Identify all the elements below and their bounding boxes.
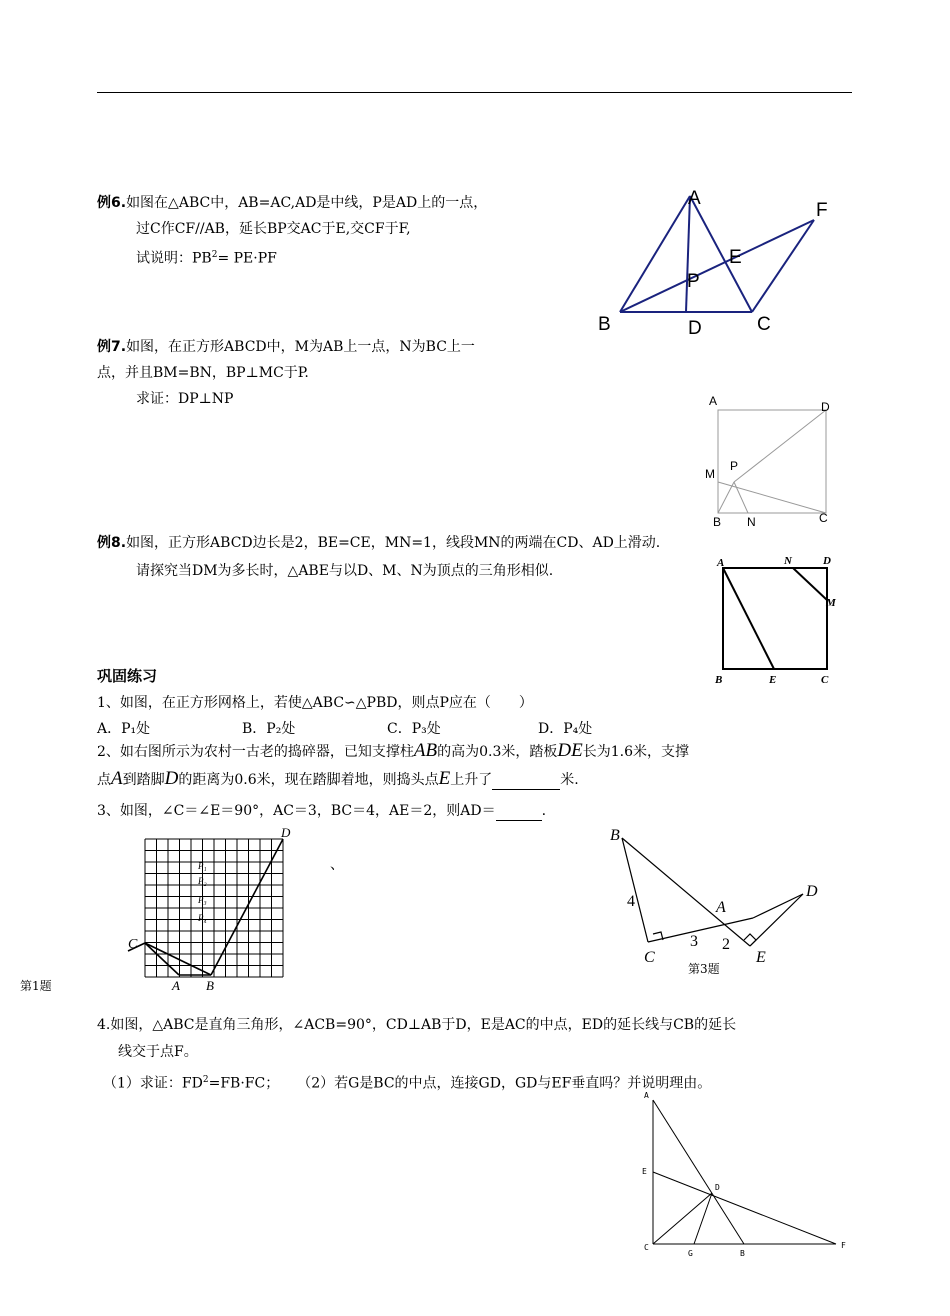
q2-answer-blank[interactable] (492, 771, 560, 790)
practice-title: 巩固练习 (97, 667, 158, 685)
ex6-label-P: P (687, 271, 700, 292)
ex6-label-C: C (757, 314, 771, 335)
ex7-line3: 求证：DP⊥NP (136, 391, 234, 407)
ex6-label-A: A (688, 188, 701, 209)
ex7-label-N: N (747, 515, 756, 529)
ex8-label-A: A (717, 557, 725, 569)
ex6-label-F: F (816, 200, 828, 221)
ex6-label-B: B (598, 314, 611, 335)
ex6-text3b: = PE·PF (217, 250, 277, 267)
ex6-text1: 如图在△ABC中，AB=AC,AD是中线，P是AD上的一点， (126, 195, 488, 211)
q4-part1a: （1）求证：FD (103, 1075, 203, 1092)
q2-text-g: 上升了 (450, 772, 493, 788)
ex6-line3 (136, 246, 277, 268)
q4-label-G: G (688, 1249, 693, 1258)
ex8-label-B: B (715, 674, 723, 686)
q1-label-P2: P₂ (198, 876, 207, 886)
q3-label-C: C (644, 949, 655, 966)
q1-label-C: C (128, 937, 138, 952)
ex8-label-M: M (826, 597, 836, 609)
ex8-label-D: D (823, 555, 831, 567)
stray-comma-mark: 、 (330, 857, 344, 873)
q2-text-e: 到踏脚 (122, 772, 165, 788)
q1-grid-figure (118, 826, 298, 996)
q2-D: D (164, 768, 179, 789)
ex8-label-E: E (769, 674, 777, 686)
top-rule (97, 92, 852, 93)
q2-text-a: 2、如右图所示为农村一古老的捣碎器，已知支撑柱 (97, 744, 414, 760)
fig1-caption: 第1题 (20, 979, 52, 993)
q2-line1 (97, 742, 689, 761)
ex7-label-C: C (819, 511, 828, 525)
q3-label-A: A (716, 899, 726, 916)
ex8-label-C: C (821, 674, 829, 686)
q4-sup: 2 (202, 1075, 209, 1085)
q1-label-P3: P₃ (198, 895, 207, 905)
q2-text-f: 的距离为0.6米，现在踏脚着地，则捣头点 (178, 772, 439, 788)
q4-figure (636, 1088, 850, 1266)
ex6-label-E: E (729, 247, 742, 268)
ex8-line1 (97, 534, 660, 552)
q1-label-P4: P₄ (198, 913, 207, 923)
ex7-line2: 点，并且BM=BN，BP⊥MC于P. (97, 365, 309, 381)
ex7-figure (700, 388, 840, 533)
ex6-figure (590, 180, 840, 340)
ex8-text1: 如图，正方形ABCD边长是2，BE=CE，MN=1，线段MN的两端在CD、AD上滑动. (126, 535, 661, 551)
q3-label-B: B (610, 827, 620, 844)
ex7-label-M: M (705, 467, 715, 481)
q3-label-4: 4 (627, 893, 635, 910)
q4-label-B: B (740, 1249, 745, 1258)
ex6-label: 例6. (97, 195, 127, 211)
ex8-label-N: N (784, 555, 792, 567)
q1-label-B: B (206, 978, 214, 993)
q4-label-C: C (644, 1243, 649, 1252)
q3-label-3: 3 (690, 933, 698, 950)
ex8-line2: 请探究当DM为多长时，△ABE与以D、M、N为顶点的三角形相似. (136, 563, 554, 579)
q2-line2 (97, 770, 579, 790)
ex6-text3a: 试说明：PB (136, 250, 212, 267)
ex7-label-A: A (709, 394, 718, 408)
q1-option-d: D．P₄处 (538, 721, 593, 737)
q1-option-b: B．P₂处 (242, 721, 296, 737)
ex7-text1: 如图，在正方形ABCD中，M为AB上一点，N为BC上一 (126, 339, 475, 355)
ex6-sup: 2 (211, 250, 218, 260)
q4-part1b: =FB·FC； (208, 1075, 280, 1092)
q4-parts (103, 1071, 711, 1093)
q2-DE: DE (557, 740, 583, 761)
q2-text-h: 米. (560, 772, 579, 788)
q3-label-2: 2 (722, 936, 730, 953)
q2-text-c: 长为1.6米，支撑 (582, 744, 689, 760)
q2-text-d: 点 (97, 772, 111, 788)
ex7-line1 (97, 338, 475, 356)
ex6-line1 (97, 194, 487, 212)
q3-label-E: E (756, 949, 766, 966)
ex6-label-D: D (688, 318, 702, 339)
q1-label-D: D (281, 826, 291, 840)
q2-text-b: 的高为0.3米，踏板 (437, 744, 558, 760)
q2-A: A (111, 768, 123, 789)
q3-text: 3、如图，∠C＝∠E＝90°，AC＝3，BC＝4，AE＝2，则AD＝ (97, 803, 496, 819)
q4-line2: 线交于点F。 (118, 1044, 198, 1060)
ex7-label-B: B (713, 515, 722, 529)
q3-answer-blank[interactable] (496, 802, 542, 821)
ex7-label: 例7. (97, 339, 127, 355)
q1-option-c: C．P₃处 (387, 721, 441, 737)
q3-end: . (541, 803, 547, 819)
q4-label-A: A (644, 1091, 649, 1100)
fig3-caption: 第3题 (688, 962, 720, 976)
q4-part2: （2）若G是BC的中点，连接GD，GD与EF垂直吗？并说明理由。 (297, 1075, 712, 1092)
ex8-label: 例8. (97, 535, 127, 551)
q1-label-P1: P₁ (198, 861, 207, 871)
q2-AB: AB (413, 740, 438, 761)
q4-label-D: D (715, 1183, 720, 1192)
ex6-line2: 过C作CF//AB，延长BP交AC于E,交CF于F, (136, 221, 411, 237)
q4-label-E: E (642, 1167, 647, 1176)
q1-option-a: A．P₁处 (97, 721, 151, 737)
ex8-figure (708, 550, 843, 688)
ex7-label-D: D (821, 400, 830, 414)
q3-figure (608, 822, 828, 982)
q2-E: E (438, 768, 451, 789)
q4-label-F: F (841, 1241, 846, 1250)
q1-text: 1、如图，在正方形网格上，若使△ABC∽△PBD，则点P应在（ ） (97, 695, 533, 711)
q1-label-A: A (172, 978, 180, 993)
q3-line (97, 802, 546, 821)
ex7-label-P: P (730, 459, 739, 473)
q4-line1: 4.如图，△ABC是直角三角形，∠ACB=90°，CD⊥AB于D，E是AC的中点，ED的延长线与CB的延长 (97, 1017, 737, 1033)
q3-label-D: D (806, 883, 818, 900)
